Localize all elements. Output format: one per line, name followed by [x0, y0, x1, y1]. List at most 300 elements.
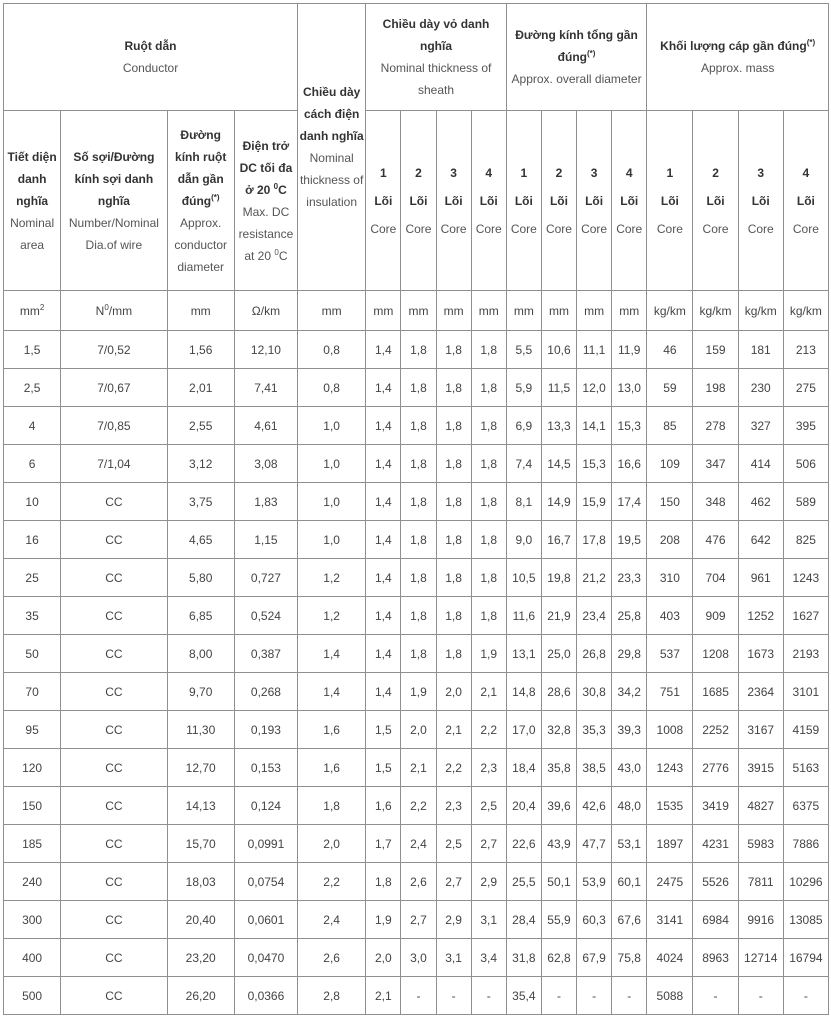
table-cell: 7/0,52: [61, 331, 167, 369]
table-cell: 1,8: [401, 331, 436, 369]
table-cell: 1,4: [298, 635, 366, 673]
table-cell: 9,0: [506, 521, 541, 559]
table-cell: 47,7: [577, 825, 612, 863]
core-number: 2: [415, 165, 422, 180]
header-resistance: [234, 111, 297, 291]
table-cell: 1,8: [401, 597, 436, 635]
table-row: [4, 673, 829, 711]
table-cell: CC: [61, 863, 167, 901]
table-cell: -: [436, 977, 471, 1015]
table-cell: 35,4: [506, 977, 541, 1015]
table-cell: 85: [647, 407, 693, 445]
table-cell: 1,9: [366, 901, 401, 939]
table-cell: 642: [738, 521, 783, 559]
table-cell: CC: [61, 939, 167, 977]
table-cell: 240: [4, 863, 61, 901]
table-cell: 2,1: [366, 977, 401, 1015]
table-cell: 7,41: [234, 369, 297, 407]
table-cell: 10: [4, 483, 61, 521]
table-cell: 0,0754: [234, 863, 297, 901]
table-cell: 1,8: [401, 521, 436, 559]
core-label-en: Core: [656, 221, 683, 236]
table-cell: 1,4: [366, 635, 401, 673]
table-cell: 825: [783, 521, 828, 559]
unit-area: $mm^2$: [4, 291, 61, 331]
table-cell: 23,3: [612, 559, 647, 597]
table-cell: 2364: [738, 673, 783, 711]
table-row: [4, 711, 829, 749]
unit-sheath-4: mm: [471, 291, 506, 331]
table-cell: 1535: [647, 787, 693, 825]
table-cell: 67,6: [612, 901, 647, 939]
table-cell: CC: [61, 825, 167, 863]
table-cell: 1,4: [366, 521, 401, 559]
table-cell: 1,6: [366, 787, 401, 825]
table-cell: 28,4: [506, 901, 541, 939]
table-cell: 7811: [738, 863, 783, 901]
core-header-mass-3: [738, 111, 783, 291]
table-cell: 1,56: [167, 331, 234, 369]
table-cell: 2,4: [401, 825, 436, 863]
table-cell: 1008: [647, 711, 693, 749]
table-cell: 278: [693, 407, 738, 445]
table-cell: 400: [4, 939, 61, 977]
table-cell: CC: [61, 559, 167, 597]
table-row: [4, 939, 829, 977]
core-label-en: Core: [702, 221, 729, 236]
table-cell: -: [541, 977, 576, 1015]
table-cell: 38,5: [577, 749, 612, 787]
table-cell: 35: [4, 597, 61, 635]
cable-spec-table: [3, 3, 829, 1015]
table-cell: 0,387: [234, 635, 297, 673]
table-cell: 62,8: [541, 939, 576, 977]
core-number: 1: [379, 165, 387, 180]
core-number: 4: [625, 165, 633, 180]
table-cell: 2,0: [298, 825, 366, 863]
table-cell: 5,9: [506, 369, 541, 407]
table-cell: 25,8: [612, 597, 647, 635]
table-cell: 3,08: [234, 445, 297, 483]
table-cell: 1,15: [234, 521, 297, 559]
table-cell: 16,7: [541, 521, 576, 559]
table-cell: 3,0: [401, 939, 436, 977]
table-cell: 1,8: [471, 369, 506, 407]
header-cond-dia-vi: Đường kính ruột dẫn gần đúng(*): [175, 127, 227, 208]
table-cell: 1,0: [298, 483, 366, 521]
core-label-en: Core: [616, 221, 643, 236]
core-label-vi: Lõi: [514, 193, 533, 208]
table-cell: 50: [4, 635, 61, 673]
table-cell: 15,3: [577, 445, 612, 483]
table-row: [4, 749, 829, 787]
table-cell: 1,8: [401, 559, 436, 597]
table-cell: 0,8: [298, 331, 366, 369]
table-cell: 14,9: [541, 483, 576, 521]
table-cell: 18,03: [167, 863, 234, 901]
table-cell: 11,30: [167, 711, 234, 749]
table-cell: 1673: [738, 635, 783, 673]
table-cell: -: [693, 977, 738, 1015]
table-cell: 327: [738, 407, 783, 445]
table-row: [4, 369, 829, 407]
table-cell: 13085: [783, 901, 828, 939]
table-cell: 0,124: [234, 787, 297, 825]
table-row: [4, 559, 829, 597]
header-diameter: [506, 4, 647, 111]
table-cell: 2,1: [436, 711, 471, 749]
table-cell: 1,6: [298, 749, 366, 787]
table-cell: 6,85: [167, 597, 234, 635]
table-cell: 1,8: [401, 407, 436, 445]
table-cell: 0,0366: [234, 977, 297, 1015]
table-cell: 48,0: [612, 787, 647, 825]
table-cell: 2,01: [167, 369, 234, 407]
table-cell: 11,9: [612, 331, 647, 369]
table-cell: 1,2: [298, 597, 366, 635]
table-cell: 4231: [693, 825, 738, 863]
core-number: 1: [520, 165, 528, 180]
table-cell: 16794: [783, 939, 828, 977]
table-cell: 275: [783, 369, 828, 407]
table-cell: 67,9: [577, 939, 612, 977]
table-cell: 1,8: [471, 597, 506, 635]
table-cell: 0,0601: [234, 901, 297, 939]
table-cell: 1,4: [366, 559, 401, 597]
table-cell: 12,10: [234, 331, 297, 369]
table-cell: 1,4: [298, 673, 366, 711]
core-label-en: Core: [475, 221, 502, 236]
table-cell: 1,4: [366, 331, 401, 369]
table-cell: 414: [738, 445, 783, 483]
unit-insulation: mm: [298, 291, 366, 331]
table-cell: 1,5: [366, 711, 401, 749]
table-cell: 4827: [738, 787, 783, 825]
table-cell: 5,5: [506, 331, 541, 369]
table-cell: 4159: [783, 711, 828, 749]
table-cell: 2,0: [436, 673, 471, 711]
table-cell: 25: [4, 559, 61, 597]
table-cell: 28,6: [541, 673, 576, 711]
table-cell: 17,4: [612, 483, 647, 521]
table-cell: 12714: [738, 939, 783, 977]
core-label-en: Core: [581, 221, 608, 236]
table-cell: 2,1: [401, 749, 436, 787]
core-label-vi: Lõi: [444, 193, 463, 208]
table-cell: 59: [647, 369, 693, 407]
core-label-vi: Lõi: [409, 193, 428, 208]
table-cell: 0,193: [234, 711, 297, 749]
table-cell: 6,9: [506, 407, 541, 445]
unit-sheath-3: mm: [436, 291, 471, 331]
table-cell: 1,5: [4, 331, 61, 369]
table-cell: 3,75: [167, 483, 234, 521]
table-cell: 14,13: [167, 787, 234, 825]
table-row: [4, 597, 829, 635]
table-cell: 0,727: [234, 559, 297, 597]
table-cell: 60,1: [612, 863, 647, 901]
table-cell: 13,0: [612, 369, 647, 407]
table-cell: 5983: [738, 825, 783, 863]
table-cell: 4,61: [234, 407, 297, 445]
table-body: [4, 331, 829, 1015]
header-insulation-en: Nominal thickness of insulation: [299, 151, 364, 209]
table-cell: 230: [738, 369, 783, 407]
core-header-mass-4: [783, 111, 828, 291]
table-cell: 0,8: [298, 369, 366, 407]
table-cell: 347: [693, 445, 738, 483]
table-cell: 2,8: [298, 977, 366, 1015]
unit-row: [4, 291, 829, 331]
table-cell: 1,8: [436, 559, 471, 597]
table-cell: 2,3: [471, 749, 506, 787]
table-cell: 0,0991: [234, 825, 297, 863]
table-cell: CC: [61, 483, 167, 521]
table-cell: 2,0: [401, 711, 436, 749]
core-label-vi: Lõi: [751, 193, 770, 208]
table-cell: 6375: [783, 787, 828, 825]
table-cell: 43,9: [541, 825, 576, 863]
table-cell: 18,4: [506, 749, 541, 787]
table-cell: 1,8: [366, 863, 401, 901]
table-cell: 5163: [783, 749, 828, 787]
unit-wire: $N^0/mm$: [61, 291, 167, 331]
table-cell: 1,8: [436, 521, 471, 559]
table-cell: CC: [61, 673, 167, 711]
table-cell: 46: [647, 331, 693, 369]
table-cell: 39,3: [612, 711, 647, 749]
table-cell: 403: [647, 597, 693, 635]
core-header-diameter-2: [541, 111, 576, 291]
header-insulation: [298, 4, 366, 291]
table-cell: 120: [4, 749, 61, 787]
table-cell: 1,8: [436, 407, 471, 445]
table-cell: 1,8: [436, 635, 471, 673]
table-cell: 2252: [693, 711, 738, 749]
table-cell: 1208: [693, 635, 738, 673]
header-sheath-vi: Chiều dày vỏ danh nghĩa: [382, 17, 490, 53]
table-cell: 50,1: [541, 863, 576, 901]
table-cell: 208: [647, 521, 693, 559]
header-insulation-vi: Chiều dày cách điện danh nghĩa: [299, 85, 364, 143]
table-cell: -: [783, 977, 828, 1015]
header-resistance-en: Max. DC resistance at 20 $^0$C: [238, 204, 294, 263]
unit-diameter-2: mm: [541, 291, 576, 331]
unit-mass-1: kg/km: [647, 291, 693, 331]
table-cell: CC: [61, 787, 167, 825]
table-cell: 16,6: [612, 445, 647, 483]
header-mass-en: Approx. mass: [700, 61, 775, 75]
table-cell: 0,524: [234, 597, 297, 635]
table-cell: 0,153: [234, 749, 297, 787]
table-cell: 11,5: [541, 369, 576, 407]
table-cell: 198: [693, 369, 738, 407]
table-cell: 1685: [693, 673, 738, 711]
table-cell: 1,4: [366, 407, 401, 445]
table-cell: 13,3: [541, 407, 576, 445]
table-cell: 16: [4, 521, 61, 559]
table-cell: 2,5: [4, 369, 61, 407]
table-cell: 2,2: [401, 787, 436, 825]
table-cell: -: [738, 977, 783, 1015]
table-cell: 213: [783, 331, 828, 369]
header-wire-vi: Số sợi/Đường kính sợi danh nghĩa: [73, 149, 155, 208]
table-cell: 5526: [693, 863, 738, 901]
table-cell: 1,8: [471, 521, 506, 559]
table-cell: 1,8: [401, 369, 436, 407]
table-cell: 4,65: [167, 521, 234, 559]
table-cell: 961: [738, 559, 783, 597]
table-cell: 10,6: [541, 331, 576, 369]
core-header-sheath-4: [471, 111, 506, 291]
table-cell: 1,8: [436, 483, 471, 521]
table-cell: 15,9: [577, 483, 612, 521]
table-row: [4, 635, 829, 673]
core-number: 2: [555, 165, 563, 180]
table-cell: 8,1: [506, 483, 541, 521]
table-cell: 589: [783, 483, 828, 521]
header-row-sub: [4, 111, 829, 291]
table-cell: 2,3: [436, 787, 471, 825]
table-cell: 1,8: [471, 483, 506, 521]
table-cell: 1,7: [366, 825, 401, 863]
core-header-sheath-1: [366, 111, 401, 291]
table-cell: 2,2: [436, 749, 471, 787]
table-cell: 2,6: [298, 939, 366, 977]
table-cell: 2,7: [401, 901, 436, 939]
unit-mass-3: kg/km: [738, 291, 783, 331]
table-cell: 2,7: [471, 825, 506, 863]
table-cell: 751: [647, 673, 693, 711]
table-cell: 3419: [693, 787, 738, 825]
table-row: [4, 863, 829, 901]
unit-mass-4: kg/km: [783, 291, 828, 331]
core-number: 2: [712, 165, 719, 180]
table-cell: 1,5: [366, 749, 401, 787]
table-cell: 14,1: [577, 407, 612, 445]
table-cell: 1,8: [401, 635, 436, 673]
table-cell: 348: [693, 483, 738, 521]
table-cell: 150: [647, 483, 693, 521]
core-label-en: Core: [370, 221, 397, 236]
unit-diameter-1: mm: [506, 291, 541, 331]
table-cell: -: [401, 977, 436, 1015]
core-header-sheath-3: [436, 111, 471, 291]
table-cell: CC: [61, 711, 167, 749]
table-cell: 11,6: [506, 597, 541, 635]
table-cell: 1,8: [471, 559, 506, 597]
table-cell: 3,4: [471, 939, 506, 977]
header-diameter-vi: Đường kính tổng gần đúng(*): [515, 28, 638, 64]
table-cell: 109: [647, 445, 693, 483]
table-cell: 17,0: [506, 711, 541, 749]
table-cell: 14,5: [541, 445, 576, 483]
table-cell: 35,3: [577, 711, 612, 749]
table-cell: 2,2: [471, 711, 506, 749]
table-row: [4, 445, 829, 483]
table-cell: CC: [61, 977, 167, 1015]
header-resistance-vi: Điện trở DC tối đa ở 20 $^0$C: [239, 138, 293, 197]
table-cell: 2193: [783, 635, 828, 673]
table-cell: 476: [693, 521, 738, 559]
core-label-vi: Lõi: [479, 193, 498, 208]
table-cell: 12,70: [167, 749, 234, 787]
table-cell: CC: [61, 635, 167, 673]
table-cell: 1,8: [436, 597, 471, 635]
table-cell: 34,2: [612, 673, 647, 711]
table-cell: 22,6: [506, 825, 541, 863]
table-cell: 1,2: [298, 559, 366, 597]
table-cell: 23,4: [577, 597, 612, 635]
table-cell: 3,12: [167, 445, 234, 483]
unit-resistance: Ω/km: [234, 291, 297, 331]
table-cell: 1,8: [471, 331, 506, 369]
table-row: [4, 331, 829, 369]
table-cell: 25,0: [541, 635, 576, 673]
table-cell: 2,55: [167, 407, 234, 445]
table-cell: 3915: [738, 749, 783, 787]
table-cell: -: [612, 977, 647, 1015]
table-cell: 0,268: [234, 673, 297, 711]
table-cell: 6984: [693, 901, 738, 939]
table-cell: 2,6: [401, 863, 436, 901]
unit-mass-2: kg/km: [693, 291, 738, 331]
core-number: 3: [757, 165, 765, 180]
table-cell: 4: [4, 407, 61, 445]
header-wire-en: Number/Nominal Dia.of wire: [68, 215, 159, 252]
table-cell: 26,20: [167, 977, 234, 1015]
table-cell: 1,4: [366, 369, 401, 407]
table-cell: 3101: [783, 673, 828, 711]
table-cell: 60,3: [577, 901, 612, 939]
unit-sheath-1: mm: [366, 291, 401, 331]
table-row: [4, 901, 829, 939]
table-cell: 909: [693, 597, 738, 635]
table-cell: 1,8: [401, 445, 436, 483]
table-cell: -: [577, 977, 612, 1015]
unit-diameter-3: mm: [577, 291, 612, 331]
core-label-en: Core: [510, 221, 537, 236]
core-header-diameter-4: [612, 111, 647, 291]
table-cell: 19,8: [541, 559, 576, 597]
table-cell: 185: [4, 825, 61, 863]
table-cell: 395: [783, 407, 828, 445]
header-area: [4, 111, 61, 291]
table-cell: 70: [4, 673, 61, 711]
table-row: [4, 977, 829, 1015]
core-label-vi: Lõi: [585, 193, 604, 208]
table-cell: 300: [4, 901, 61, 939]
table-cell: 2,9: [436, 901, 471, 939]
table-cell: 10,5: [506, 559, 541, 597]
table-cell: 1627: [783, 597, 828, 635]
table-cell: 5,80: [167, 559, 234, 597]
table-cell: 15,70: [167, 825, 234, 863]
table-cell: 31,8: [506, 939, 541, 977]
table-cell: 2,5: [436, 825, 471, 863]
core-number: 3: [590, 165, 598, 180]
table-cell: 26,8: [577, 635, 612, 673]
table-cell: 2,9: [471, 863, 506, 901]
table-cell: 6: [4, 445, 61, 483]
core-label-vi: Lõi: [620, 193, 639, 208]
table-cell: 159: [693, 331, 738, 369]
header-sheath: [366, 4, 507, 111]
table-cell: -: [471, 977, 506, 1015]
table-cell: 7/1,04: [61, 445, 167, 483]
table-cell: 21,2: [577, 559, 612, 597]
header-conductor: [4, 4, 298, 111]
